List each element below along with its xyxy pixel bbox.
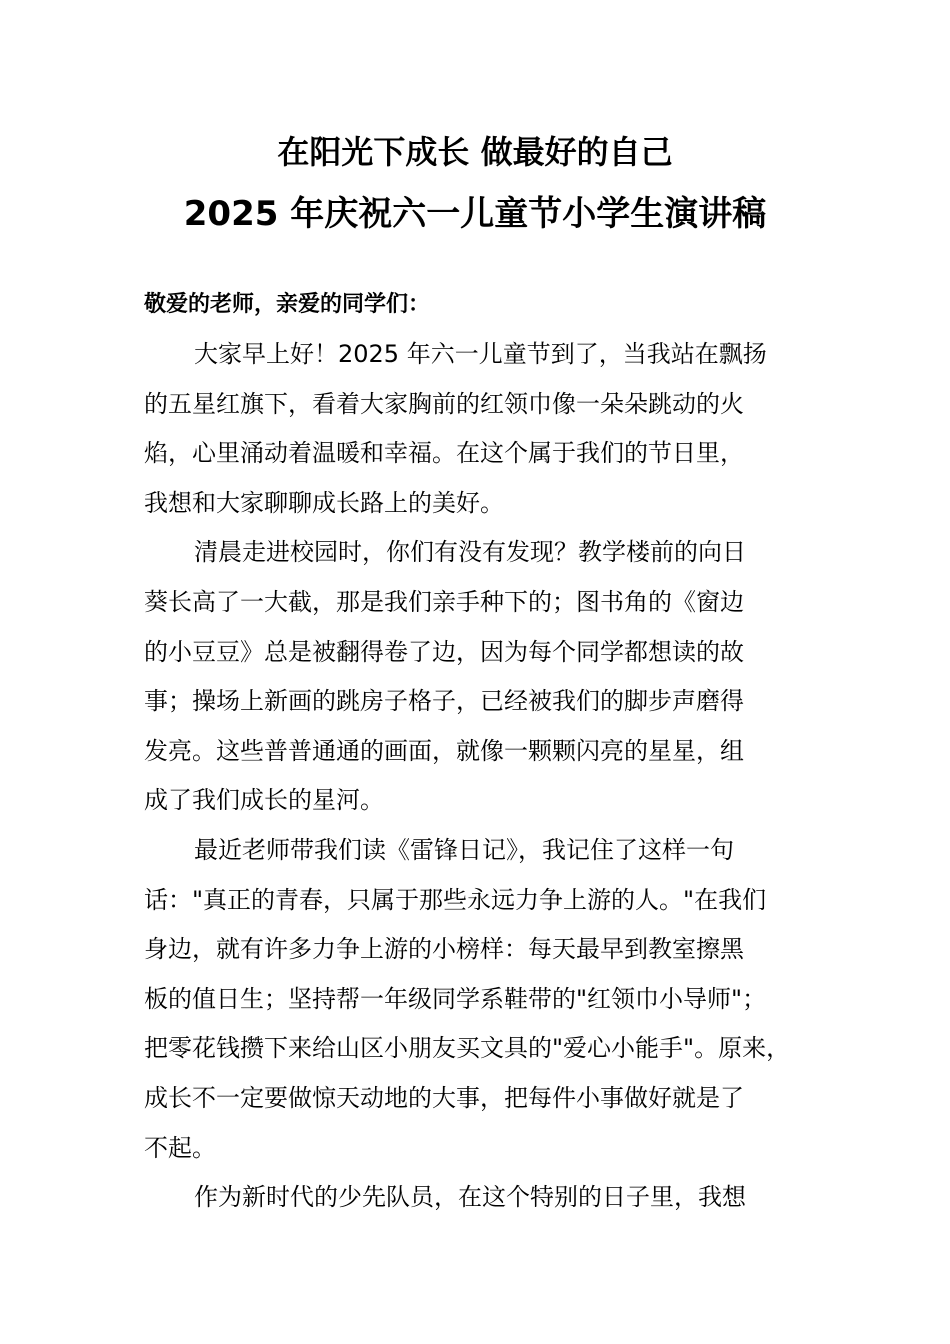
- paragraph-line: 不起。: [144, 1133, 216, 1162]
- paragraph-line: 板的值日生；坚持帮一年级同学系鞋带的"红领巾小导师"；: [144, 984, 767, 1013]
- paragraph-line: 最近老师带我们读《雷锋日记》，我记住了这样一句: [194, 835, 734, 864]
- paragraph-line: 成了我们成长的星河。: [144, 786, 384, 815]
- paragraph-line: 的五星红旗下，看着大家胸前的红领巾像一朵朵跳动的火: [144, 389, 744, 418]
- paragraph-line: 身边，就有许多力争上游的小榜样：每天最早到教室擦黑: [144, 935, 744, 964]
- paragraph-line: 把零花钱攒下来给山区小朋友买文具的"爱心小能手"。原来，: [144, 1034, 791, 1063]
- paragraph-line: 清晨走进校园时，你们有没有发现？教学楼前的向日: [194, 538, 746, 567]
- paragraph-2: [144, 528, 834, 826]
- paragraph-line: 发亮。这些普普通通的画面，就像一颗颗闪亮的星星，组: [144, 736, 744, 765]
- paragraph-line: 大家早上好！2025 年六一儿童节到了，当我站在飘扬: [194, 340, 767, 368]
- paragraph-line: 焰，心里涌动着温暖和幸福。在这个属于我们的节日里，: [144, 439, 744, 468]
- paragraph-line: 话："真正的青春，只属于那些永远力争上游的人。"在我们: [144, 885, 767, 914]
- document-title-line-2: 2025 年庆祝六一儿童节小学生演讲稿: [183, 194, 767, 234]
- paragraph-line: 我想和大家聊聊成长路上的美好。: [144, 488, 504, 517]
- paragraph-line: 成长不一定要做惊天动地的大事，把每件小事做好就是了: [144, 1083, 744, 1112]
- paragraph-line: 葵长高了一大截，那是我们亲手种下的；图书角的《窗边: [144, 587, 744, 616]
- paragraph-line: 的小豆豆》总是被翻得卷了边，因为每个同学都想读的故: [144, 637, 744, 666]
- paragraph-3: [144, 826, 834, 1173]
- paragraph-line: 作为新时代的少先队员，在这个特别的日子里，我想: [194, 1183, 746, 1212]
- paragraph-line: 事；操场上新画的跳房子格子，已经被我们的脚步声磨得: [144, 687, 744, 716]
- document-body: [144, 280, 834, 1223]
- document-title-line-1: 在阳光下成长 做最好的自己: [277, 133, 673, 171]
- paragraph-1: [144, 330, 834, 528]
- paragraph-4: [144, 1173, 834, 1223]
- salutation: 敬爱的老师，亲爱的同学们：: [144, 292, 431, 317]
